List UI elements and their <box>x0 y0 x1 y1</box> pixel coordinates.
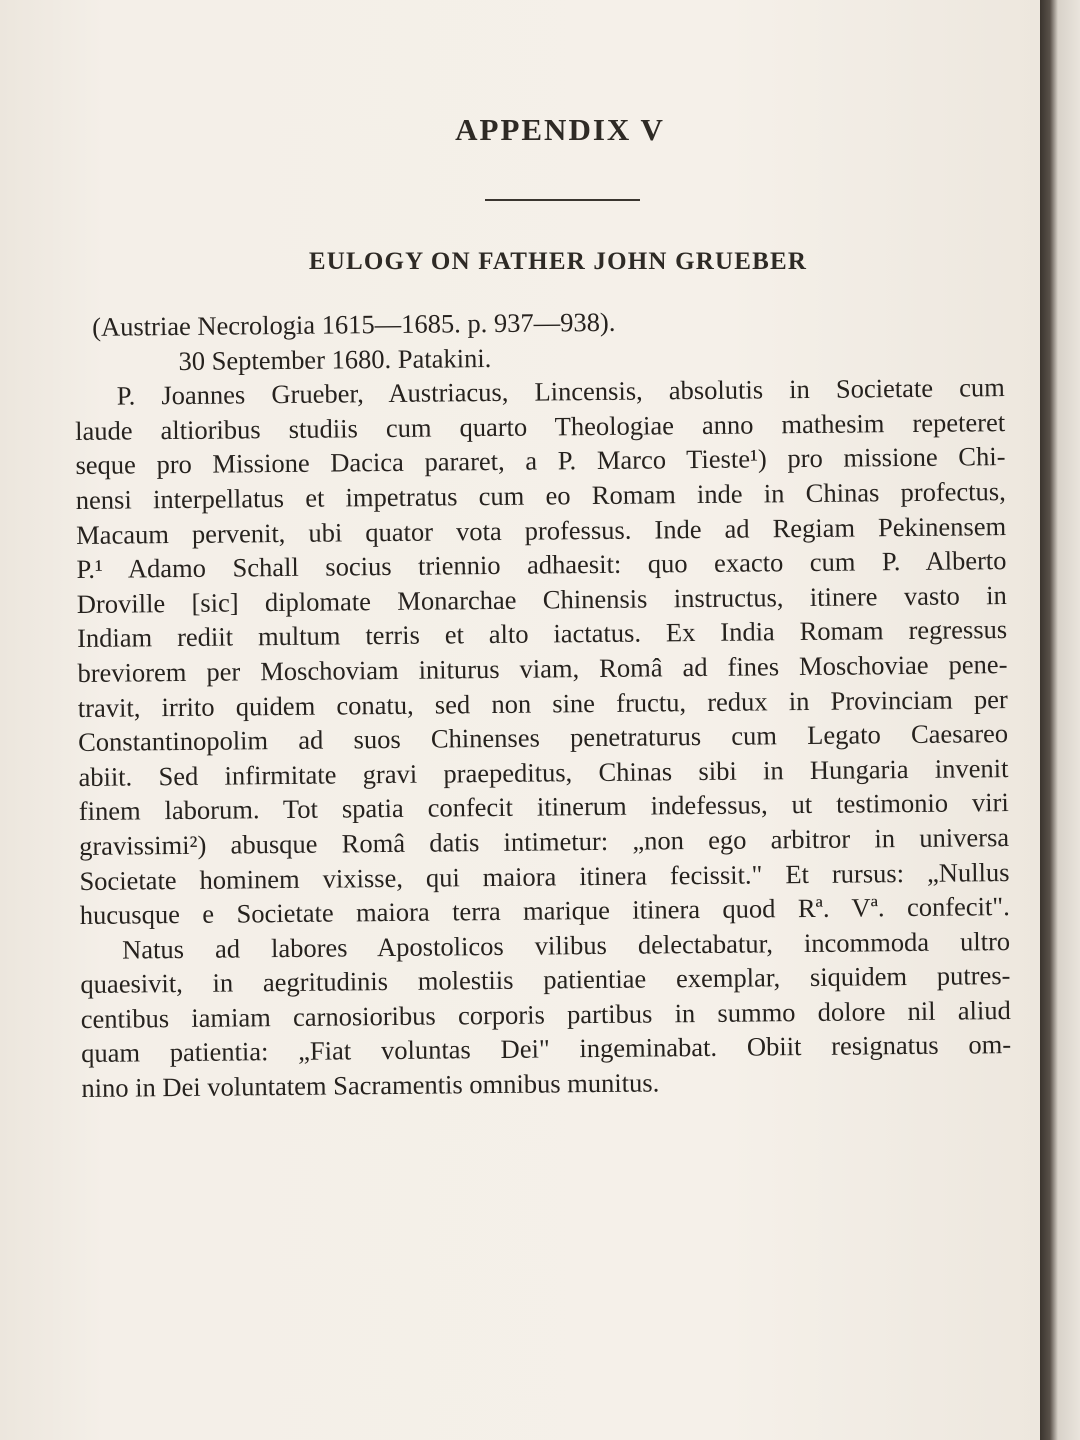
text-line: Constantinopolim ad suos Chinenses penetraturus cum Legato Caesareo <box>78 718 1009 758</box>
eulogy-body <box>74 301 1012 1106</box>
text-line: abiit. Sed infirmitate gravi praepeditus, Chinas sibi in Hungaria invenit <box>78 752 1009 792</box>
text-line: gravissimi²) abusque Româ datis intimetur: „non ego arbitror in universa <box>79 821 1010 861</box>
text-line: Societate hominem vixisse, qui maiora itinera fecissit." Et rursus: „Nullus <box>79 856 1010 896</box>
text-line: quaesivit, in aegritudinis molestiis patientiae exemplar, siquidem putres- <box>80 960 1011 1000</box>
eulogy-title: EULOGY ON FATHER JOHN GRUEBER <box>308 248 808 275</box>
text-line: P. Joannes Grueber, Austriacus, Lincensis, absolutis in Societate cum <box>116 372 1005 411</box>
source-citation-line: (Austriae Necrologia 1615—1685. p. 937—938). <box>92 306 616 342</box>
text-line: quam patientia: „Fiat voluntas Dei" ingeminabat. Obiit resignatus om- <box>80 1029 1012 1069</box>
text-line: P.¹ Adamo Schall socius triennio adhaesit: quo exacto cum P. Alberto <box>76 545 1007 585</box>
bleed-through-text <box>70 10 1000 86</box>
text-line: Macaum pervenit, ubi quator vota professus. Inde ad Regiam Pekinensem <box>76 510 1007 550</box>
text-line: nensi interpellatus et impetratus cum eo Romam inde in Chinas profectus, <box>75 476 1006 515</box>
text-line: travit, irrito quidem conatu, sed non sine fructu, redux in Provinciam per <box>77 683 1008 723</box>
text-line: nino in Dei voluntatem Sacramentis omnibus munitus. <box>81 1067 660 1104</box>
text-line: seque pro Missione Dacica pararet, a P. Marco Tieste¹) pro missione Chi- <box>75 441 1006 481</box>
text-line: hucusque e Societate maiora terra marique itinera quod Rª. Vª. confecit". <box>79 891 1010 931</box>
date-place-line: 30 September 1680. Patakini. <box>178 342 492 376</box>
text-line: laude altioribus studiis cum quarto Theologiae anno mathesim repeteret <box>75 406 1006 446</box>
appendix-heading: APPENDIX V <box>455 112 665 147</box>
text-line: finem laborum. Tot spatia confecit itinerum indefessus, ut testimonio viri <box>78 787 1009 827</box>
text-line: Natus ad labores Apostolicos vilibus delectabatur, incommoda ultro <box>121 925 1011 965</box>
page-edge-shadow <box>1040 0 1080 1440</box>
text-line: Indiam rediit multum terris et alto iactatus. Ex India Romam regressus <box>77 614 1008 654</box>
heading-rule <box>485 199 640 201</box>
text-line: centibus iamiam carnosioribus corporis partibus in summo dolore nil aliud <box>80 994 1011 1034</box>
text-line: Droville [sic] diplomate Monarchae Chinensis instructus, itinere vasto in <box>76 579 1007 619</box>
text-line: breviorem per Moschoviam initurus viam, Româ ad fines Moschoviae pene- <box>77 648 1008 688</box>
